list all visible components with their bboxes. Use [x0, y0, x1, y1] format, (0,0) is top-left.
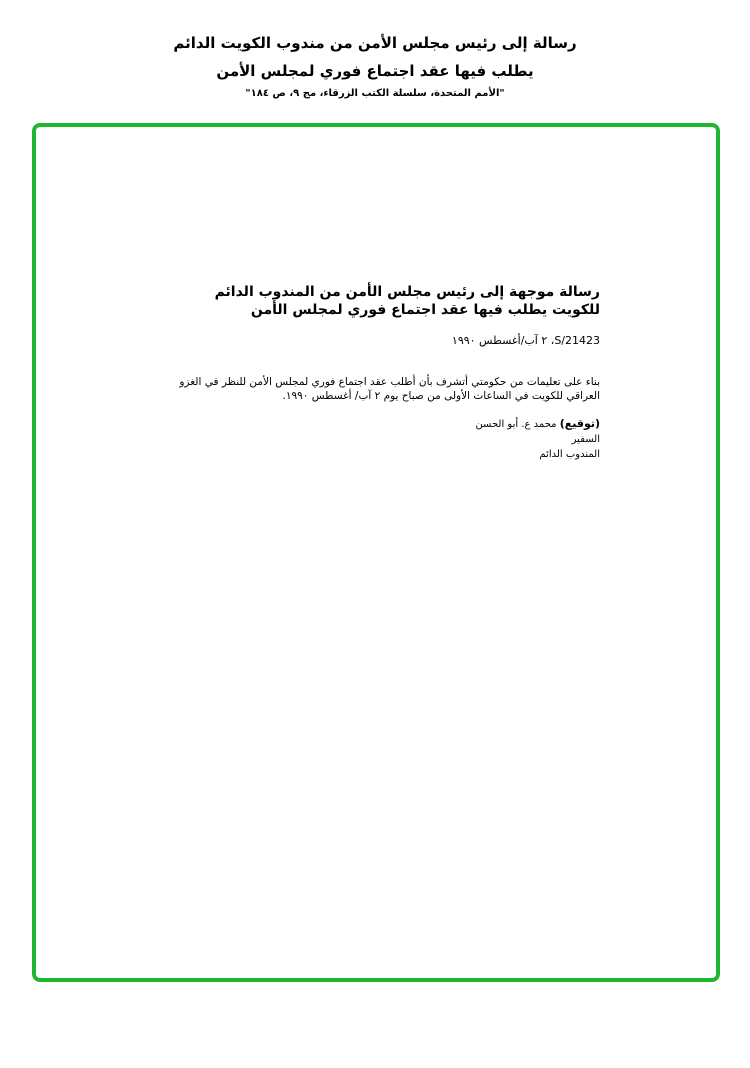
signature-block — [165, 416, 600, 462]
signature-role-ambassador: السفير — [571, 434, 600, 445]
document-frame — [32, 123, 720, 982]
signature-name: محمد ع. أبو الحسن — [475, 419, 557, 430]
signature-role-representative: المندوب الدائم — [539, 449, 600, 460]
signature-label: (توقيع) — [559, 417, 600, 430]
header-title-line1: رسالة إلى رئيس مجلس الأمن من مندوب الكويت الدائم — [173, 34, 577, 52]
header-title-line2: يطلب فيها عقد اجتماع فوري لمجلس الأمن — [216, 62, 534, 80]
document-body: بناء على تعليمات من حكومتي أتشرف بأن أطلب عقد اجتماع فوري لمجلس الأمن للنظر في الغزو العراقي للكويت في الساعات الأولى من صباح يوم ٢ آب/ أغسطس ١٩٩٠. — [179, 376, 600, 402]
document-title: رسالة موجهة إلى رئيس مجلس الأمن من المندوب الدائم للكويت يطلب فيها عقد اجتماع فوري لمجلس الأمن — [214, 284, 600, 318]
document-reference: S/21423، ٢ آب/أغسطس ١٩٩٠ — [451, 334, 600, 347]
header-source: "الأمم المتحدة، سلسلة الكتب الزرقاء، مج ٩، ص ١٨٤" — [245, 88, 505, 99]
